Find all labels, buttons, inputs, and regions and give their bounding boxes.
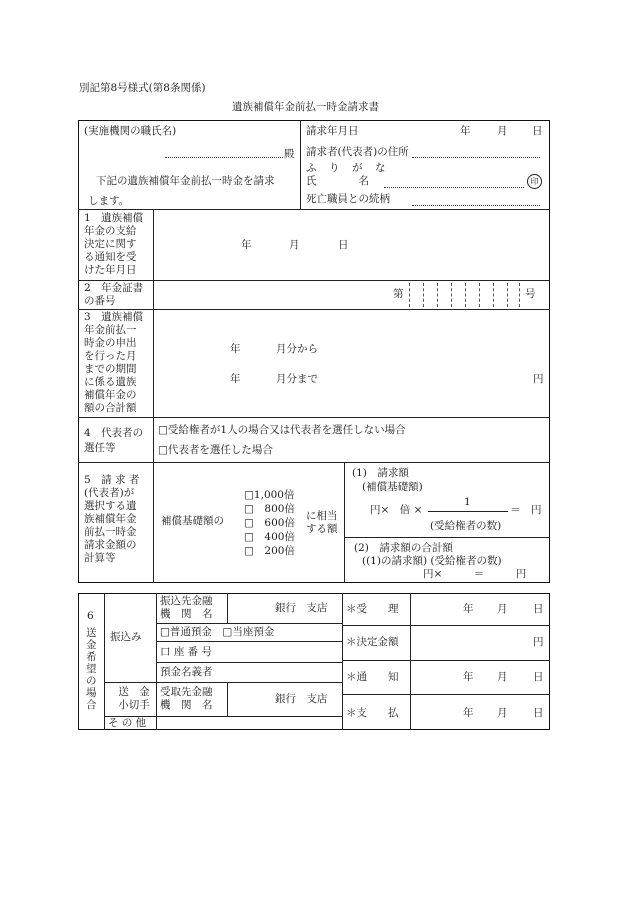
seal-mark: 印 <box>527 174 542 189</box>
s3-yen: 円 <box>533 373 544 385</box>
notice-month: 月 <box>497 671 508 683</box>
request-month: 月 <box>497 125 508 137</box>
s5-multiple-200[interactable]: □ 200倍 <box>244 545 295 557</box>
received-year: 年 <box>463 603 474 615</box>
remit-check-label: 送 金 小切手 <box>118 686 150 711</box>
s5-base-label: 補償基礎額の <box>161 515 224 527</box>
s5-calc2-title: (2) 請求額の合計額 <box>354 542 453 554</box>
decided-amount-label: ＊決定金額 <box>346 636 399 648</box>
received-month: 月 <box>497 603 508 615</box>
s2-go: 号 <box>525 288 536 300</box>
payment-month: 月 <box>497 707 508 719</box>
s1-month: 月 <box>289 239 300 251</box>
s5-calc2-formula: 円× ＝ 円 <box>423 568 527 580</box>
receive-branch: 銀行 支店 <box>275 693 328 705</box>
agency-label: (実施機関の職氏名) <box>84 125 177 137</box>
dono-label: 殿 <box>284 148 295 160</box>
s5-multiple-600[interactable]: □ 600倍 <box>244 517 295 529</box>
s5-calc1-title: (1) 請求額 <box>352 467 409 479</box>
s5-calc1-equals: ＝ 円 <box>510 504 542 516</box>
s5-calc1-numerator: 1 <box>464 496 471 508</box>
form-number: 別記第8号様式(第8条関係) <box>79 82 206 94</box>
s3-month-from: 月分から <box>276 343 318 355</box>
name-label: 氏 名 <box>306 175 369 187</box>
request-year: 年 <box>460 125 471 137</box>
request-day: 日 <box>532 125 543 137</box>
section5-label: 5 請 求 者 (代表者)が 選択する遺 族補償年金 前払一時金 請求金額の 計算等 <box>84 474 140 564</box>
account-holder-label: 預金名義者 <box>160 666 213 678</box>
decided-yen: 円 <box>533 636 544 648</box>
section6-number: 6 <box>87 610 94 622</box>
payment-day: 日 <box>533 707 544 719</box>
received-label: ＊受 理 <box>346 603 399 615</box>
notice-day: 日 <box>533 671 544 683</box>
fraction-bar <box>428 511 508 512</box>
s5-equivalent: に相当 する額 <box>306 510 338 535</box>
other-label: そ の 他 <box>108 717 147 729</box>
s5-calc1-sub: (補償基礎額) <box>362 481 423 493</box>
notice-year: 年 <box>463 671 474 683</box>
s5-multiple-800[interactable]: □ 800倍 <box>244 503 295 515</box>
payment-label: ＊支 払 <box>346 707 399 719</box>
s2-dai: 第 <box>393 288 404 300</box>
s5-multiple-400[interactable]: □ 400倍 <box>244 531 295 543</box>
section6-label: 送 金 希 望 の 場 合 <box>86 627 97 711</box>
request-text: 下記の遺族補償年金前払一時金を請求 します。 <box>88 175 275 207</box>
notice-label: ＊通 知 <box>346 671 399 683</box>
s4-option-representative[interactable]: □代表者を選任した場合 <box>158 444 273 456</box>
s1-year: 年 <box>241 239 252 251</box>
relationship-line[interactable] <box>412 205 540 206</box>
account-type-options[interactable]: □普通預金 □当座預金 <box>160 626 275 638</box>
section3-label: 3 遺族補償 年金前払一 時金の申出 を行った月 までの期間 に係る遺族 補償年金の 額の合計額 <box>84 311 144 414</box>
address-line[interactable] <box>412 157 540 158</box>
s3-year-until: 年 <box>230 373 241 385</box>
payment-year: 年 <box>463 707 474 719</box>
receive-bank-label: 受取先金融 機 関 名 <box>160 686 213 711</box>
name-line[interactable] <box>384 187 524 188</box>
s3-month-until: 月分まで <box>276 373 318 385</box>
s1-day: 日 <box>338 239 349 251</box>
furigana-label: ふ り が な <box>306 162 387 174</box>
bank-label: 振込先金融 機 関 名 <box>160 595 213 620</box>
request-date-label: 請求年月日 <box>306 125 359 137</box>
s4-option-single[interactable]: □受給権者が1人の場合又は代表者を選任しない場合 <box>158 424 406 436</box>
received-day: 日 <box>533 603 544 615</box>
s3-year-from: 年 <box>230 343 241 355</box>
s5-calc2-sub: ((1)の請求額) (受給権者の数) <box>362 555 502 567</box>
form-title: 遺族補償年金前払一時金請求書 <box>232 101 379 113</box>
bank-branch: 銀行 支店 <box>275 602 328 614</box>
relationship-label: 死亡職員との続柄 <box>306 193 390 205</box>
section4-label: 4 代表者の 選任等 <box>84 427 144 454</box>
s5-calc1-denominator: (受給権者の数) <box>430 520 502 532</box>
section2-label: 2 年金証書 の番号 <box>84 282 144 307</box>
transfer-label: 振込み <box>110 631 142 643</box>
account-number-label: 口 座 番 号 <box>160 646 213 658</box>
section1-label: 1 遺族補償 年金の支給 決定に関す る通知を受 けた年月日 <box>84 212 144 276</box>
s5-multiple-1000[interactable]: □1,000倍 <box>244 489 295 501</box>
s5-calc1-formula: 円× 倍 × <box>370 504 423 516</box>
claimant-address-label: 請求者(代表者)の住所 <box>306 146 409 158</box>
